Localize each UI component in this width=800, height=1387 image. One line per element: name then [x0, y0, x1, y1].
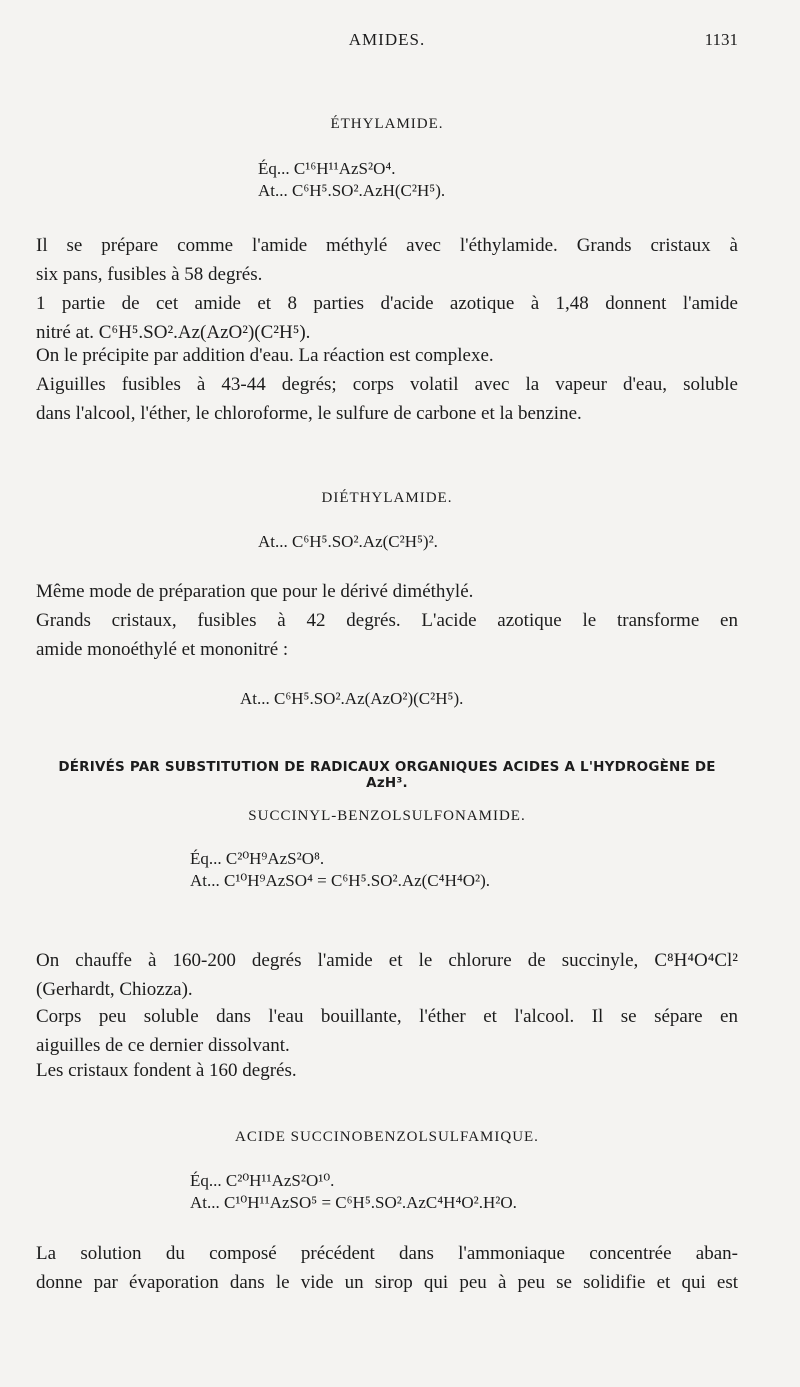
text-line: amide monoéthylé et mononitré : — [36, 639, 289, 660]
text-line: Aiguilles fusibles à 43-44 degrés; corps volatil avec la vapeur d'eau, soluble — [36, 374, 738, 395]
formula-atomic: At... C¹⁰H⁹AzSO⁴ = C⁶H⁵.SO².Az(C⁴H⁴O²). — [190, 871, 491, 890]
paragraph — [36, 606, 738, 664]
formula-block-nitro — [240, 688, 660, 710]
paragraph — [36, 946, 738, 1004]
text-line: On chauffe à 160-200 degrés l'amide et le chlorure de succinyle, C⁸H⁴O⁴Cl² — [36, 950, 738, 971]
text-line: Même mode de préparation que pour le dérivé diméthylé. — [36, 581, 474, 602]
text-line: Corps peu soluble dans l'eau bouillante, l'éther et l'alcool. Il se sépare en — [36, 1006, 738, 1027]
section-title-ethylamide: ÉTHYLAMIDE. — [330, 116, 444, 132]
text-line: Grands cristaux, fusibles à 42 degrés. L'acide azotique le transforme en — [36, 610, 738, 631]
text-line: Les cristaux fondent à 160 degrés. — [36, 1060, 297, 1081]
paragraph — [36, 1002, 738, 1060]
formula-atomic: At... C⁶H⁵.SO².Az(AzO²)(C²H⁵). — [240, 689, 464, 708]
text-line: (Gerhardt, Chiozza). — [36, 979, 193, 1000]
text-line: dans l'alcool, l'éther, le chloroforme, le sulfure de carbone et la benzine. — [36, 403, 582, 424]
formula-equivalent: Éq... C²⁰H⁹AzS²O⁸. — [190, 849, 325, 868]
text-line: donne par évaporation dans le vide un sirop qui peu à peu se solidifie et qui est — [36, 1272, 738, 1293]
text-line: Il se prépare comme l'amide méthylé avec l'éthylamide. Grands cristaux à — [36, 235, 738, 256]
text-line: aiguilles de ce dernier dissolvant. — [36, 1035, 290, 1056]
formula-atomic: At... C⁶H⁵.SO².Az(C²H⁵)². — [258, 532, 438, 551]
text-line: La solution du composé précédent dans l'ammoniaque concentrée aban- — [36, 1243, 738, 1264]
section-title-succinyl: SUCCINYL-BENZOLSULFONAMIDE. — [248, 808, 526, 824]
formula-block-acide — [190, 1170, 670, 1214]
section-title-acide: ACIDE SUCCINOBENZOLSULFAMIQUE. — [235, 1129, 539, 1145]
formula-equivalent: Éq... C¹⁶H¹¹AzS²O⁴. — [258, 159, 396, 178]
section-title-diethylamide: DIÉTHYLAMIDE. — [321, 490, 453, 506]
formula-block-ethylamide — [258, 158, 658, 202]
paragraph — [36, 341, 738, 370]
text-line: nitré at. C⁶H⁵.SO².Az(AzO²)(C²H⁵). — [36, 322, 311, 343]
formula-block-diethylamide — [258, 531, 658, 553]
text-line: 1 partie de cet amide et 8 parties d'acide azotique à 1,48 donnent l'amide — [36, 293, 738, 314]
formula-equivalent: Éq... C²⁰H¹¹AzS²O¹⁰. — [190, 1171, 335, 1190]
section-title-derives: DÉRIVÉS PAR SUBSTITUTION DE RADICAUX ORGANIQUES ACIDES A L'HYDROGÈNE DE AzH³. — [58, 759, 716, 791]
paragraph — [36, 370, 738, 428]
paragraph — [36, 1056, 738, 1085]
page-header — [36, 30, 738, 54]
paragraph — [36, 231, 738, 289]
formula-block-succinyl — [190, 848, 670, 892]
paragraph — [36, 1239, 738, 1297]
text-line: six pans, fusibles à 58 degrés. — [36, 264, 263, 285]
page-number: 1131 — [704, 30, 738, 49]
running-title: AMIDES. — [348, 30, 426, 49]
paragraph — [36, 577, 738, 606]
formula-atomic: At... C¹⁰H¹¹AzSO⁵ = C⁶H⁵.SO².AzC⁴H⁴O².H²O. — [190, 1193, 517, 1212]
formula-atomic: At... C⁶H⁵.SO².AzH(C²H⁵). — [258, 181, 446, 200]
paragraph — [36, 289, 738, 347]
text-line: On le précipite par addition d'eau. La réaction est complexe. — [36, 345, 494, 366]
